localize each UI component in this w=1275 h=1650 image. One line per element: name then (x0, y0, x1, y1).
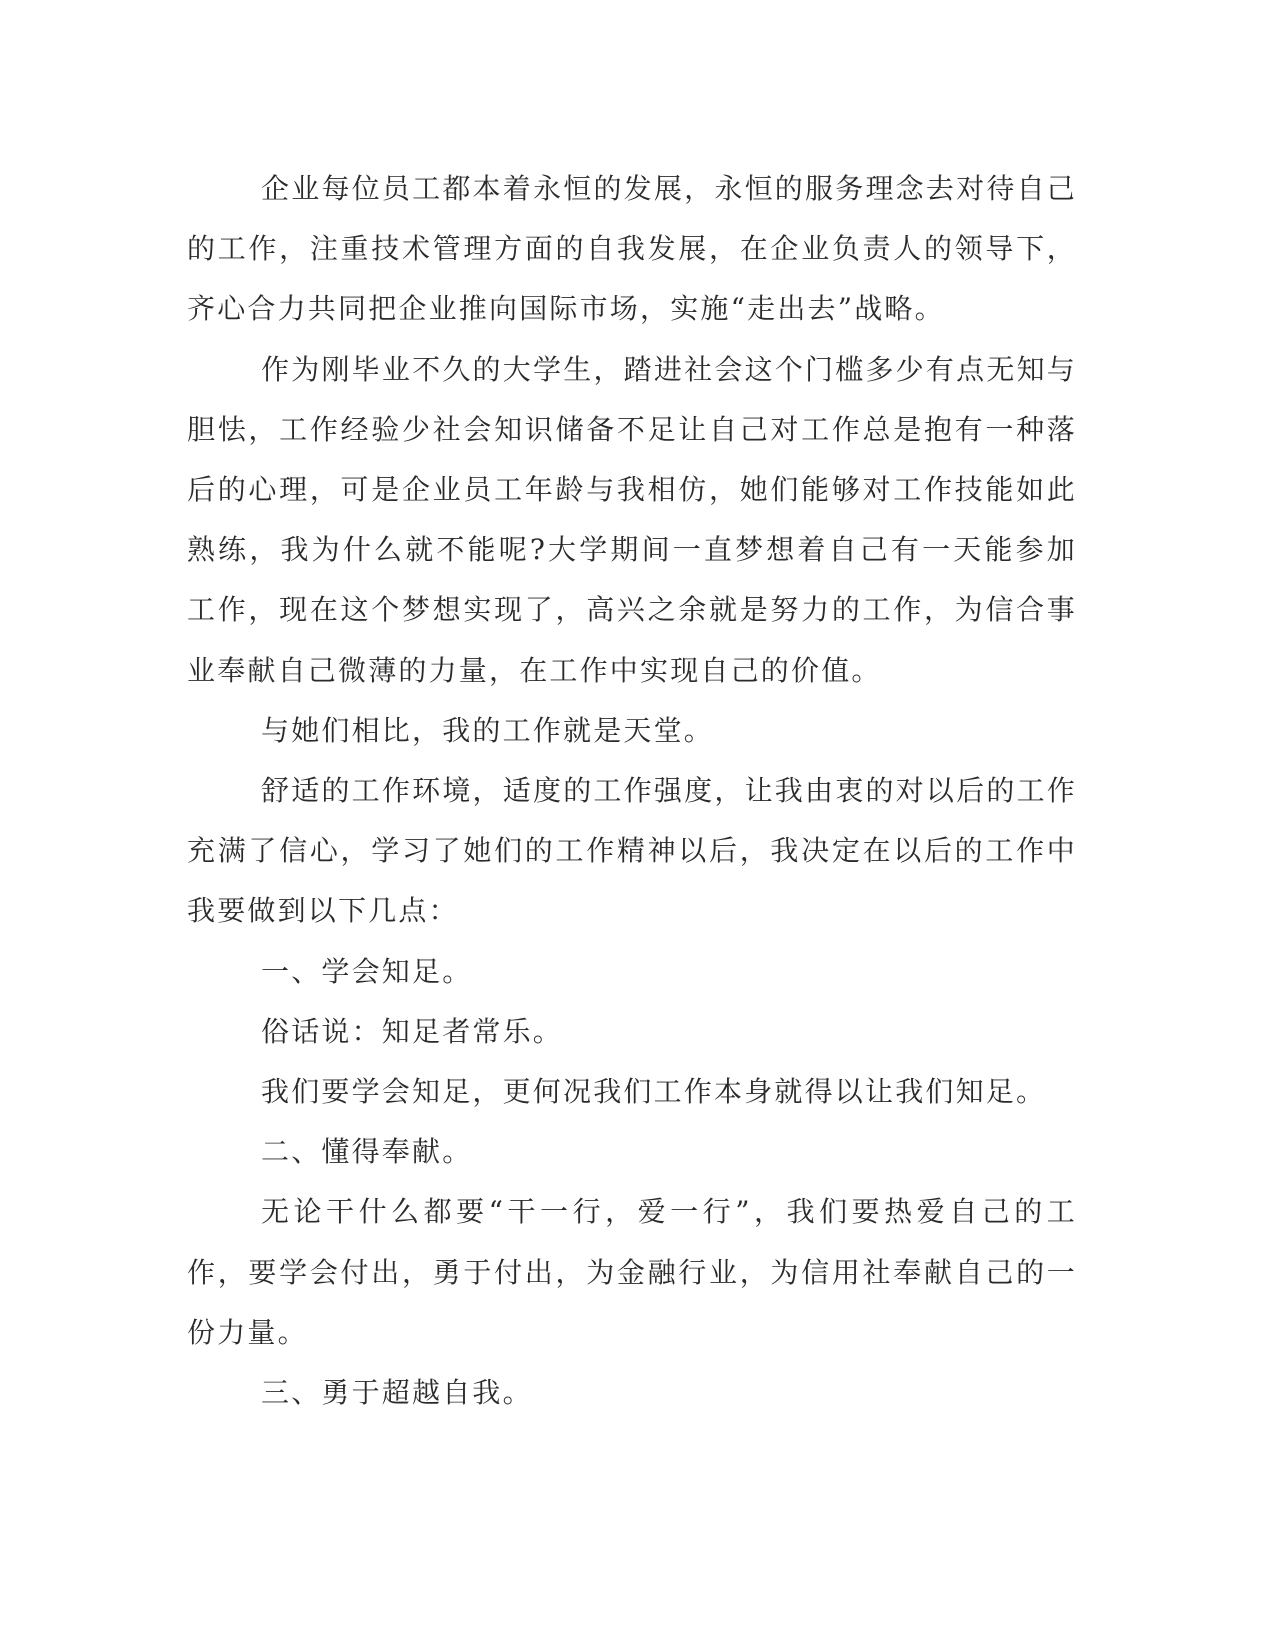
heading-point-2: 二、懂得奉献。 (261, 1135, 473, 1169)
paragraph-6: 俗话说：知足者常乐。 (261, 1014, 564, 1048)
heading-point-1: 一、学会知足。 (261, 954, 473, 988)
paragraph-4: 舒适的工作环境，适度的工作强度，让我由衷的对以后的工作充满了信心，学习了她们的工作精神以后，我决定在以后的工作中我要做到以下几点： (187, 774, 1077, 928)
paragraph-1: 企业每位员工都本着永恒的发展，永恒的服务理念去对待自己的工作，注重技术管理方面的自我发展，在企业负责人的领导下，齐心合力共同把企业推向国际市场，实施“走出去”战略。 (187, 172, 1077, 326)
paragraph-7: 我们要学会知足，更何况我们工作本身就得以让我们知足。 (261, 1075, 1047, 1109)
heading-point-3: 三、勇于超越自我。 (261, 1376, 533, 1410)
paragraph-9: 无论干什么都要“干一行，爱一行”，我们要热爱自己的工作，要学会付出，勇于付出，为金融行业，为信用社奉献自己的一份力量。 (187, 1195, 1077, 1349)
paragraph-2: 作为刚毕业不久的大学生，踏进社会这个门槛多少有点无知与胆怯，工作经验少社会知识储备不足让自己对工作总是抱有一种落后的心理，可是企业员工年龄与我相仿，她们能够对工作技能如此熟练，我为什么就不能呢?大学期间一直梦想着自己有一天能参加工作，现在这个梦想实现了，高兴之余就是努力的工作，为信合事业奉献自己微薄的力量，在工作中实现自己的价值。 (187, 352, 1077, 687)
document-body (187, 159, 1077, 1423)
paragraph-3: 与她们相比，我的工作就是天堂。 (261, 713, 715, 747)
